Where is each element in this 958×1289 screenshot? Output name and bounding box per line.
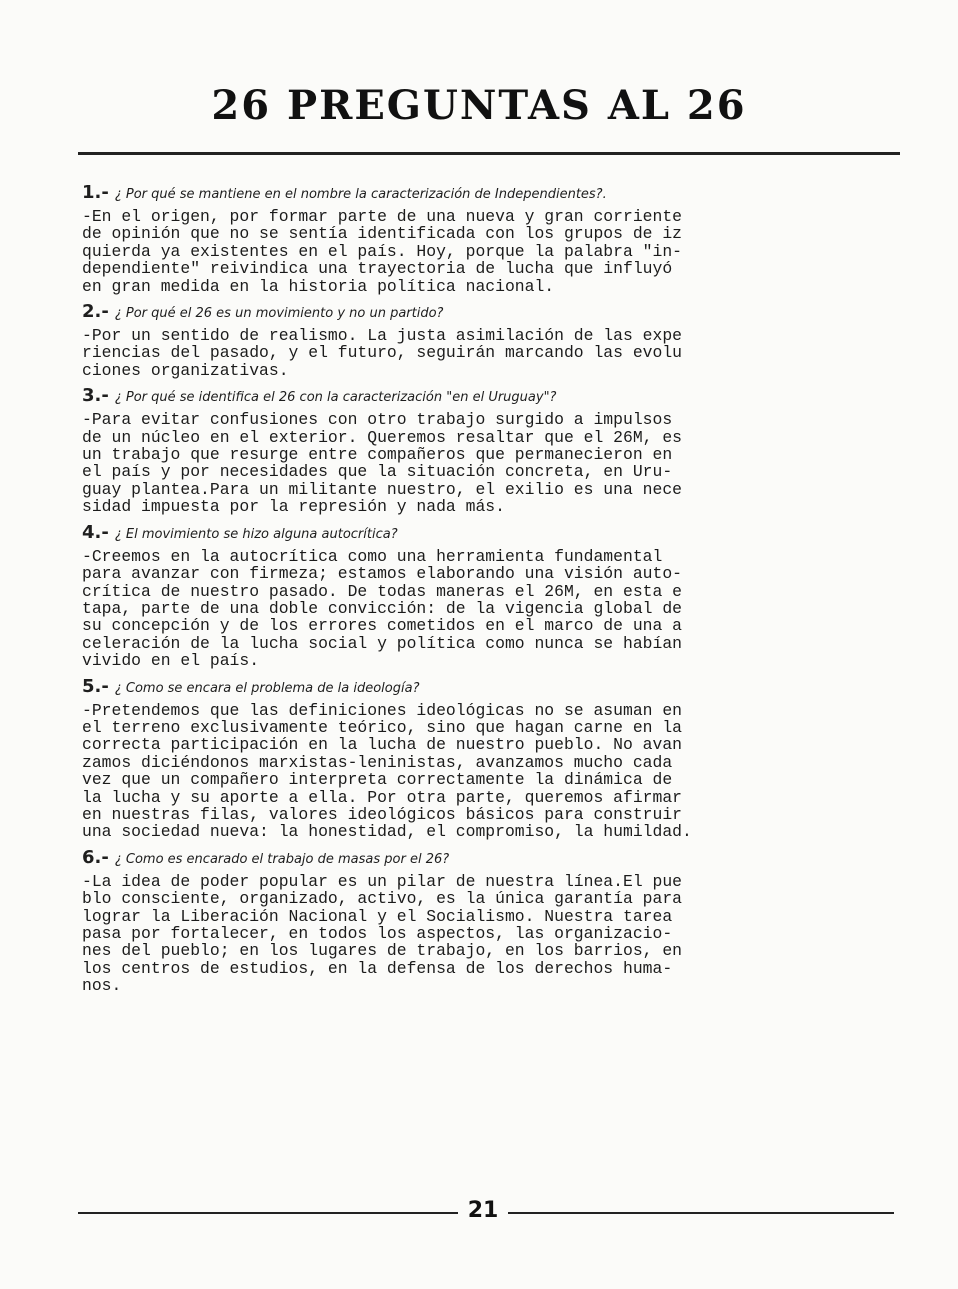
question-line <box>82 301 907 325</box>
question-line <box>82 522 907 546</box>
qa-item <box>82 301 907 379</box>
question-number: 2.- <box>82 301 109 323</box>
footer-rule-right <box>508 1212 894 1214</box>
page-number: 21 <box>467 1198 499 1223</box>
answer-text: -Creemos en la autocrítica como una herramienta fundamental para avanzar con firmeza; estamos elaborando una visión auto- crítica de nuestro pasado. De todas maneras el 26M, en esta e tapa, parte de una doble convicción: de la vigencia global de su concepción y de los errores cometidos en el marco de una a celeración de la lucha social y política como nunca se habían vivido en el país. <box>82 546 682 671</box>
qa-section <box>82 182 907 1001</box>
question-text: ¿ Como es encarado el trabajo de masas por el 26? <box>114 851 450 867</box>
question-number: 5.- <box>82 675 109 697</box>
question-number: 3.- <box>82 385 109 407</box>
question-line <box>82 847 907 871</box>
page-title: 26 PREGUNTAS AL 26 <box>211 82 747 129</box>
question-text: ¿ Por qué el 26 es un movimiento y no un partido? <box>114 306 444 322</box>
answer-text: -Por un sentido de realismo. La justa asimilación de las expe riencias del pasado, y el futuro, seguirán marcando las evolu ciones organizativas. <box>82 326 682 380</box>
question-line <box>82 676 907 700</box>
answer-text: -Para evitar confusiones con otro trabajo surgido a impulsos de un núcleo en el exterior. Queremos resaltar que el 26M, es un trabajo que resurge entre compañeros que permanecieron en el país y por necesidades que la situación concreta, en Uru- guay plantea.Para un militante nuestro, el exilio es una nece sidad impuesta por la represión y nada más. <box>82 410 682 517</box>
qa-item <box>82 385 907 515</box>
qa-item <box>82 182 907 295</box>
qa-item <box>82 522 907 670</box>
footer-rule-left <box>78 1212 458 1214</box>
page-footer <box>0 1198 958 1228</box>
question-text: ¿ Como se encara el problema de la ideología? <box>114 680 420 696</box>
title-underline <box>78 152 900 155</box>
question-text: ¿ Por qué se mantiene en el nombre la caracterización de Independientes?. <box>114 187 607 202</box>
question-line <box>82 182 907 206</box>
question-number: 4.- <box>82 521 109 543</box>
answer-text: -En el origen, por formar parte de una nueva y gran corriente de opinión que no se sentía identificada con los grupos de iz quierda ya existentes en el país. Hoy, porque la palabra "in- dependiente" reivindica una trayectoria de lucha que influyó en gran medida en la historia política nacional. <box>82 207 682 296</box>
question-number: 6.- <box>82 846 109 868</box>
answer-text: -Pretendemos que las definiciones ideológicas no se asuman en el terreno exclusivamente teórico, sino que hagan carne en la correcta participación en la lucha de nuestro pueblo. No avan zamos diciéndonos marxistas-leninistas, avanzamos mucho cada vez que un compañero interpreta correctamente la dinámica de la lucha y su aporte a ella. Por otra parte, queremos afirmar en nuestras filas, valores ideológicos básicos para construir una sociedad nueva: la honestidad, el compromiso, la humildad. <box>82 700 692 842</box>
question-text: ¿ El movimiento se hizo alguna autocrítica? <box>114 526 398 542</box>
qa-item <box>82 676 907 841</box>
qa-item <box>82 847 907 995</box>
question-number: 1.- <box>82 182 109 203</box>
question-line <box>82 385 907 409</box>
question-text: ¿ Por qué se identifica el 26 con la caracterización "en el Uruguay"? <box>114 390 557 406</box>
answer-text: -La idea de poder popular es un pilar de nuestra línea.El pue blo consciente, organizado, activo, es la única garantía para lograr la Liberación Nacional y el Socialismo. Nuestra tarea pasa por fortalecer, en todos los aspectos, las organizacio- nes del pueblo; en los lugares de trabajo, en los barrios, en los centros de estudios, en la defensa de los derechos huma- nos. <box>82 871 682 996</box>
